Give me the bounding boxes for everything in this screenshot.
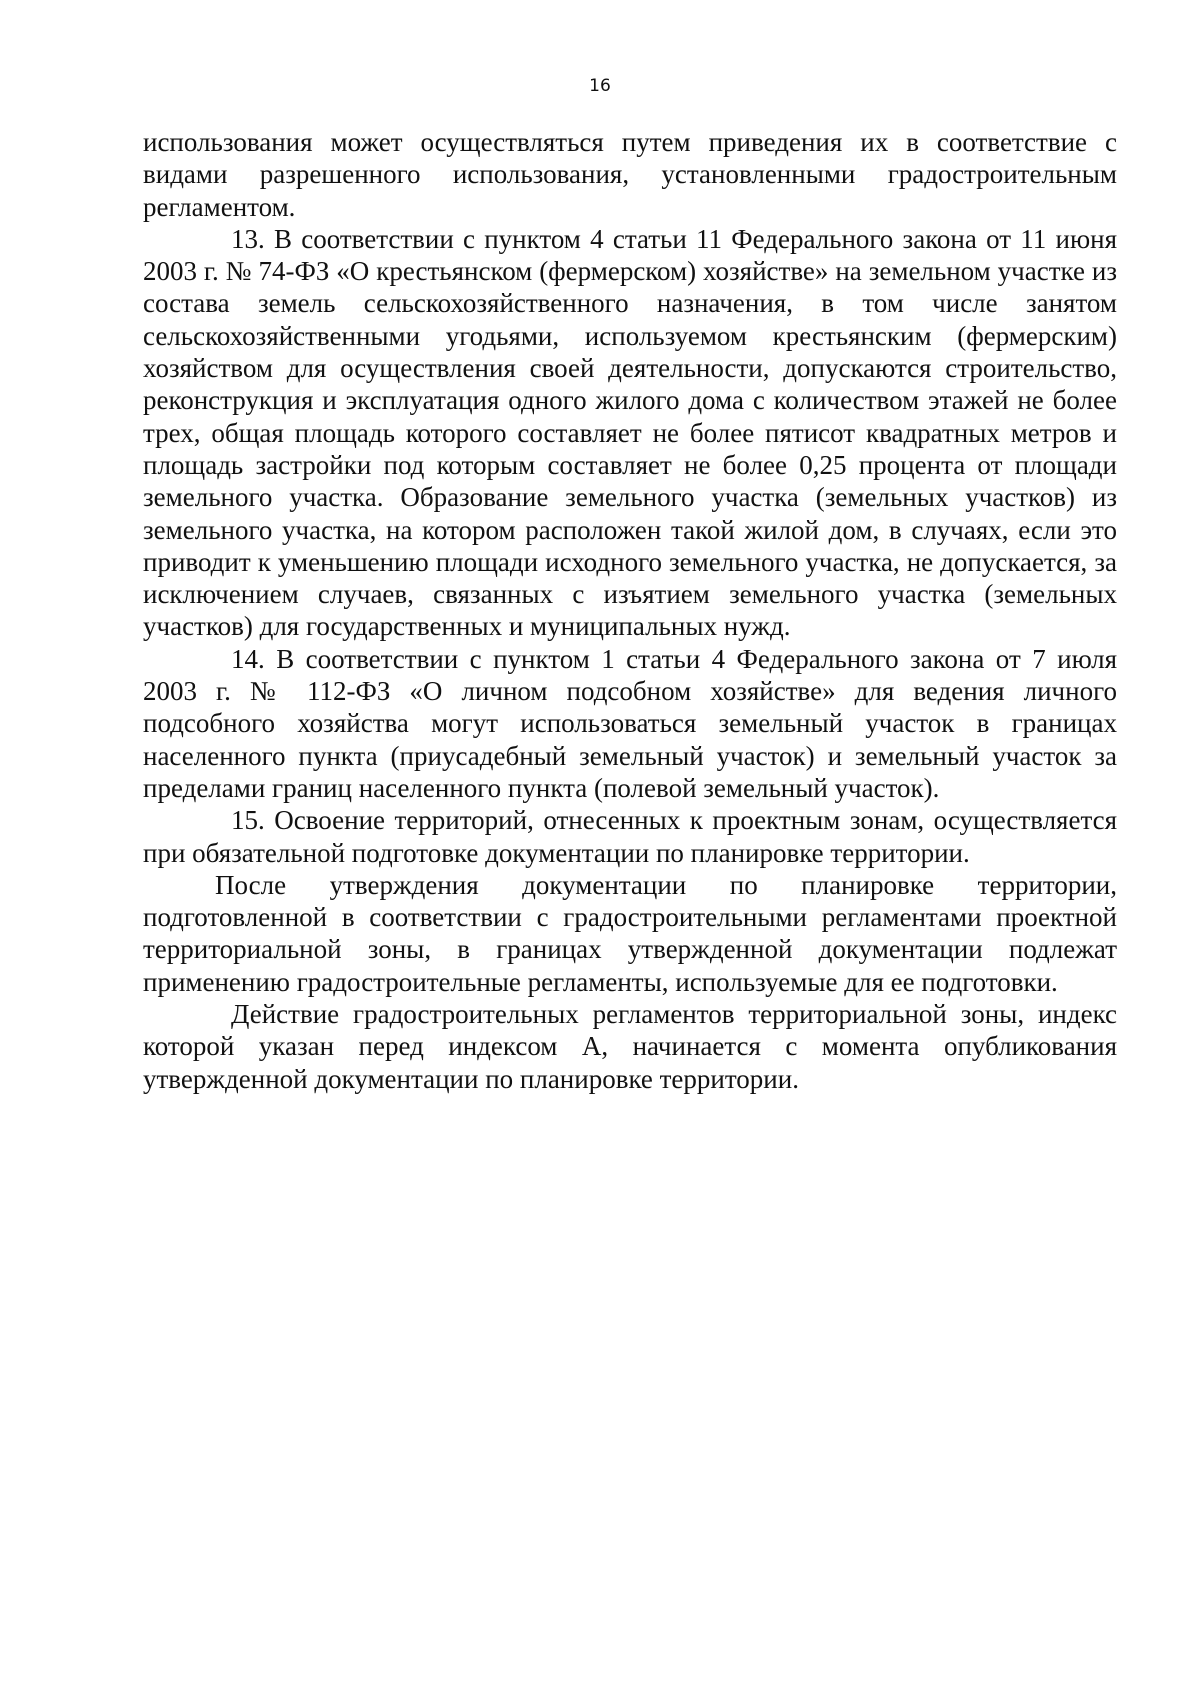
paragraph-after-approval: После утверждения документации по планировке территории, подготовленной в соответствии с градостроительными регламентами проектной территориальной зоны, в границах утвержденной документации подлежат применению градостроительные регламенты, используемые для ее подготовки.	[143, 869, 1117, 997]
page-number: 16	[589, 76, 611, 96]
paragraph-effect: Действие градостроительных регламентов территориальной зоны, индекс которой указан перед индексом А, начинается с момента опубликования утвержденной документации по планировке территории.	[143, 999, 1117, 1094]
document-body	[143, 126, 1117, 1095]
paragraph-item-14: 14. В соответствии с пунктом 1 статьи 4 Федерального закона от 7 июля 2003 г. № 112-ФЗ «О личном подсобном хозяйстве» для ведения личного подсобного хозяйства могут использоваться земельный участок в границах населенного пункта (приусадебный земельный участок) и земельный участок за пределами границ населенного пункта (полевой земельный участок).	[143, 643, 1117, 803]
paragraph-item-15: 15. Освоение территорий, отнесенных к проектным зонам, осуществляется при обязательной подготовке документации по планировке территории.	[143, 805, 1117, 868]
paragraph-continuation: использования может осуществляться путем приведения их в соответствие с видами разрешенного использования, установленными градостроительным регламентом.	[143, 127, 1117, 222]
paragraph-item-13: 13. В соответствии с пунктом 4 статьи 11 Федерального закона от 11 июня 2003 г. № 74-ФЗ «О крестьянском (фермерском) хозяйстве» на земельном участке из состава земель сельскохозяйственного назначения, в том числе занятом сельскохозяйственными угодьями, используемом крестьянским (фермерским) хозяйством для осуществления своей деятельности, допускаются строительство, реконструкция и эксплуатация одного жилого дома с количеством этажей не более трех, общая площадь которого составляет не более пятисот квадратных метров и площадь застройки под которым составляет не более 0,25 процента от площади земельного участка. Образование земельного участка (земельных участков) из земельного участка, на котором расположен такой жилой дом, в случаях, если это приводит к уменьшению площади исходного земельного участка, не допускается, за исключением случаев, связанных с изъятием земельного участка (земельных участков) для государственных и муниципальных нужд.	[143, 223, 1117, 642]
